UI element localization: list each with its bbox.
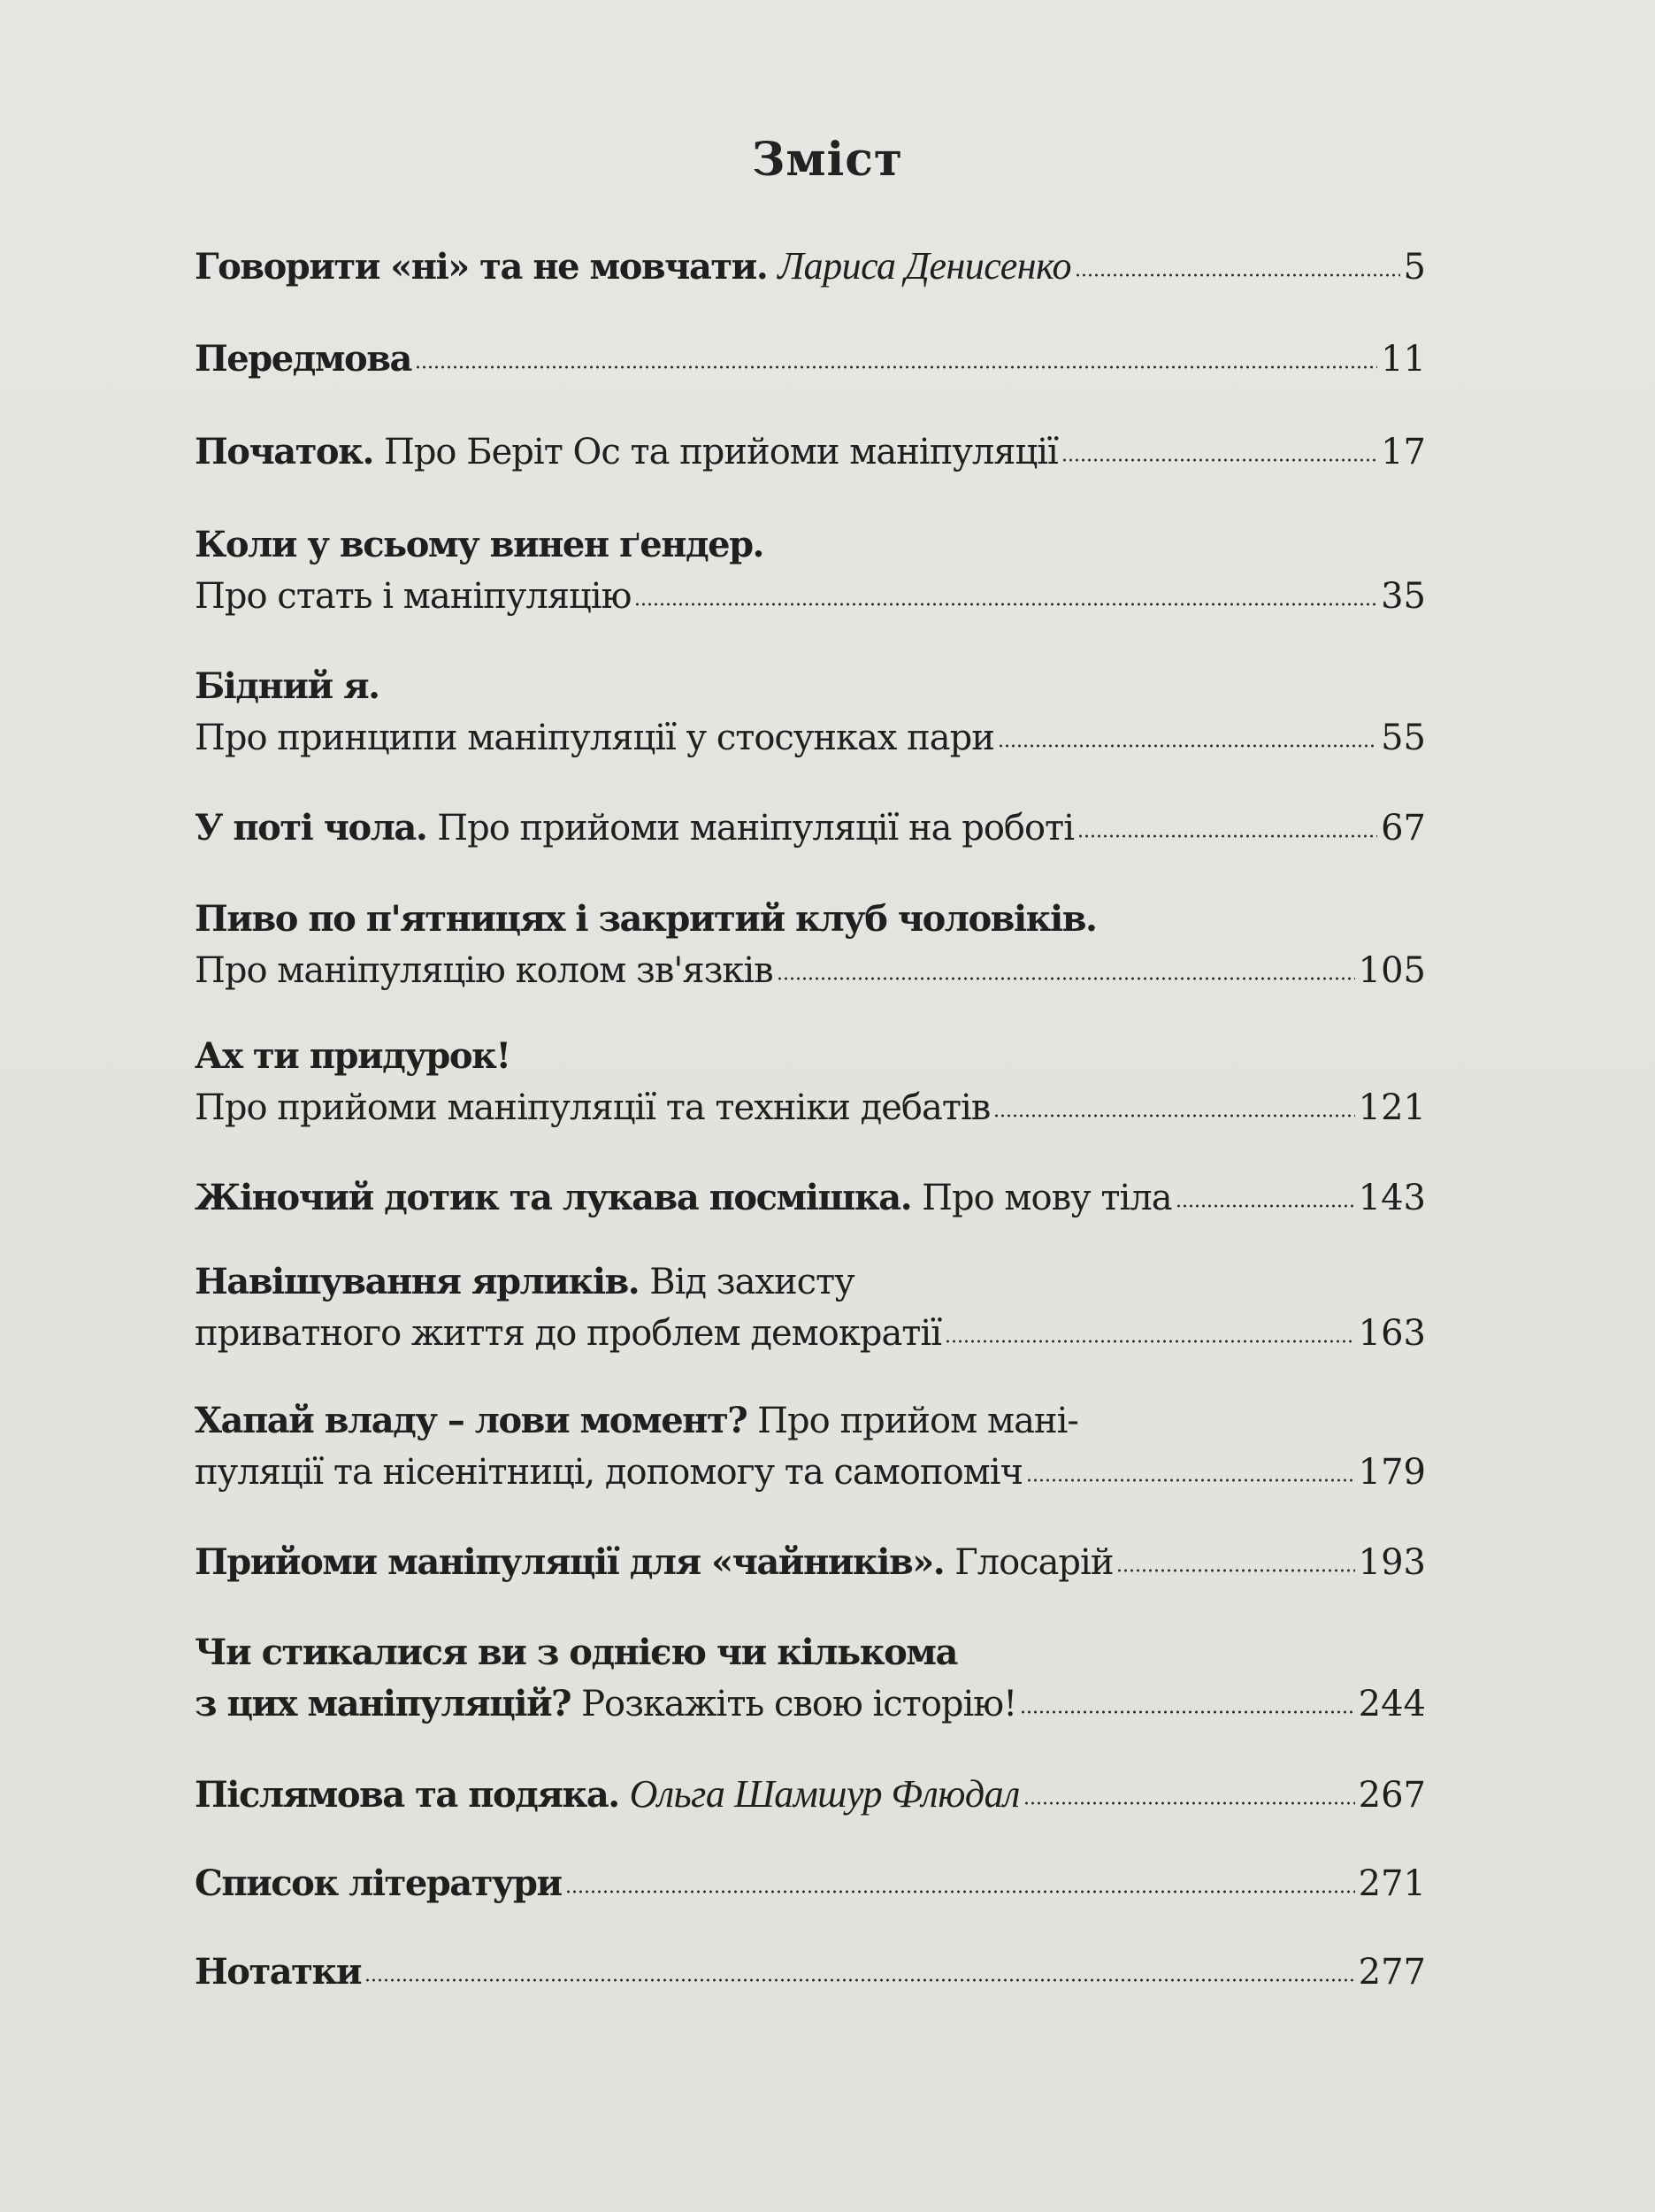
dot-leader <box>777 976 1355 981</box>
dot-leader <box>993 1113 1354 1118</box>
toc-entry[interactable] <box>195 1395 1426 1498</box>
toc-line <box>195 1082 1426 1133</box>
toc-entry-subtitle-start: Про прийом мані- <box>757 1401 1078 1441</box>
toc-page-number: 179 <box>1358 1452 1426 1493</box>
toc-entry-title: Навішування ярликів. <box>195 1261 640 1302</box>
dot-leader <box>1023 1801 1355 1806</box>
toc-entry[interactable] <box>195 334 1426 385</box>
toc-line <box>195 1858 1426 1909</box>
toc-entry-subtitle: Про мову тіла <box>922 1178 1172 1218</box>
toc-line <box>195 1627 1426 1678</box>
dot-leader <box>415 365 1377 370</box>
toc-page-number: 163 <box>1358 1313 1426 1354</box>
toc-line <box>195 1031 1426 1082</box>
toc-line <box>195 1769 1426 1821</box>
toc-page-number: 271 <box>1358 1863 1426 1904</box>
toc-entry[interactable] <box>195 1256 1426 1359</box>
dot-leader <box>634 602 1377 607</box>
dot-leader <box>1075 273 1400 278</box>
toc-entry-title: Прийоми маніпуляції для «чайників». <box>195 1541 945 1583</box>
toc-entry-subtitle: Про прийоми маніпуляції та техніки дебатів <box>195 1087 991 1128</box>
toc-entry-title: Говорити «ні» та не мовчати. <box>195 246 768 288</box>
dot-leader <box>1077 833 1377 839</box>
toc-entry[interactable] <box>195 894 1426 996</box>
toc-entry[interactable] <box>195 1627 1426 1730</box>
dot-leader <box>1026 1478 1355 1483</box>
toc-entry[interactable] <box>195 1537 1426 1588</box>
toc-entry-title: У поті чола. <box>195 807 427 849</box>
toc-entry-subtitle: Про маніпуляцію колом зв'язків <box>195 950 773 991</box>
toc-line <box>195 945 1426 996</box>
toc-entry-title: Ах ти придурок! <box>195 1035 510 1077</box>
toc-entry-subtitle: Глосарій <box>954 1542 1114 1583</box>
toc-entry[interactable] <box>195 426 1426 478</box>
toc-entry-title: Чи стикалися ви з однією чи кількома <box>195 1632 957 1673</box>
dot-leader <box>565 1889 1355 1894</box>
dot-leader <box>945 1339 1355 1344</box>
toc-page-number: 17 <box>1381 432 1426 472</box>
toc-line <box>195 1678 1426 1730</box>
toc-page-number: 277 <box>1358 1952 1426 1993</box>
dot-leader <box>1176 1203 1355 1209</box>
toc-page-number: 267 <box>1358 1775 1426 1816</box>
page-title: Зміст <box>751 133 904 187</box>
toc-entry-title: Хапай владу – лови момент? <box>195 1400 747 1441</box>
dot-leader <box>998 743 1377 749</box>
toc-entry[interactable] <box>195 1769 1426 1821</box>
toc-line <box>195 519 1426 571</box>
toc-page-number: 105 <box>1358 950 1426 991</box>
dot-leader <box>364 1978 1355 1983</box>
toc-line <box>195 1947 1426 1998</box>
toc-page-number: 121 <box>1358 1087 1426 1128</box>
toc-entry[interactable] <box>195 803 1426 854</box>
toc-entry-title: Бідний я. <box>195 665 379 707</box>
toc-entry-title: Нотатки <box>195 1951 362 1993</box>
toc-line <box>195 803 1426 854</box>
toc-page-number: 11 <box>1381 339 1426 380</box>
toc-line <box>195 894 1426 945</box>
toc-entry-author: Лариса Денисенко <box>778 244 1072 288</box>
toc-entry[interactable] <box>195 519 1426 622</box>
toc-entry[interactable] <box>195 1172 1426 1224</box>
toc-entry-subtitle: Про стать і маніпуляцію <box>195 576 632 617</box>
toc-entry-subtitle: Про принципи маніпуляції у стосунках пари <box>195 718 994 758</box>
toc-entry-subtitle: приватного життя до проблем демократії <box>195 1313 942 1354</box>
toc-line <box>195 1395 1426 1447</box>
toc-entry[interactable] <box>195 1031 1426 1133</box>
toc-entry-title-cont: з цих маніпуляцій? <box>195 1683 571 1724</box>
toc-line <box>195 241 1426 293</box>
toc-line <box>195 426 1426 478</box>
toc-entry[interactable] <box>195 1947 1426 1998</box>
toc-line <box>195 712 1426 764</box>
toc-entry[interactable] <box>195 661 1426 764</box>
toc-entry-title: Жіночий дотик та лукава посмішка. <box>195 1177 912 1218</box>
toc-entry-subtitle: Про прийоми маніпуляції на роботі <box>437 808 1074 849</box>
toc-entry-title: Початок. <box>195 431 373 472</box>
toc-entry-title: Список літератури <box>195 1863 562 1904</box>
toc-entry-title: Передмова <box>195 338 411 380</box>
toc-entry[interactable] <box>195 241 1426 293</box>
toc-line <box>195 1537 1426 1588</box>
toc-entry-title: Післямова та подяка. <box>195 1774 619 1816</box>
toc-entry-subtitle: пуляції та нісенітниці, допомогу та самопоміч <box>195 1452 1023 1493</box>
toc-page-number: 244 <box>1358 1684 1426 1724</box>
toc-line <box>195 1256 1426 1308</box>
dot-leader <box>1116 1568 1354 1573</box>
toc-line <box>195 1308 1426 1359</box>
toc-entry-subtitle: Розкажіть свою історію! <box>581 1684 1017 1724</box>
toc-page-number: 5 <box>1403 247 1426 288</box>
toc-entry-author: Ольга Шамшур Флюдал <box>629 1772 1020 1816</box>
toc-entry-subtitle-start: Від захисту <box>649 1262 854 1302</box>
toc-page-number: 35 <box>1381 576 1426 617</box>
toc-page-number: 193 <box>1358 1542 1426 1583</box>
dot-leader <box>1061 457 1377 463</box>
toc-page-number: 67 <box>1381 808 1426 849</box>
toc-line <box>195 1172 1426 1224</box>
toc-entry-title: Пиво по п'ятницях і закритий клуб чоловіків. <box>195 898 1097 940</box>
toc-line <box>195 1447 1426 1498</box>
toc-page-number: 55 <box>1381 718 1426 758</box>
toc-entry-title: Коли у всьому винен ґендер. <box>195 524 763 565</box>
toc-line <box>195 571 1426 622</box>
toc-line <box>195 661 1426 712</box>
dot-leader <box>1020 1709 1354 1715</box>
toc-page-number: 143 <box>1358 1178 1426 1218</box>
toc-line <box>195 334 1426 385</box>
toc-entry[interactable] <box>195 1858 1426 1909</box>
toc-entry-subtitle: Про Беріт Ос та прийоми маніпуляції <box>383 432 1058 472</box>
